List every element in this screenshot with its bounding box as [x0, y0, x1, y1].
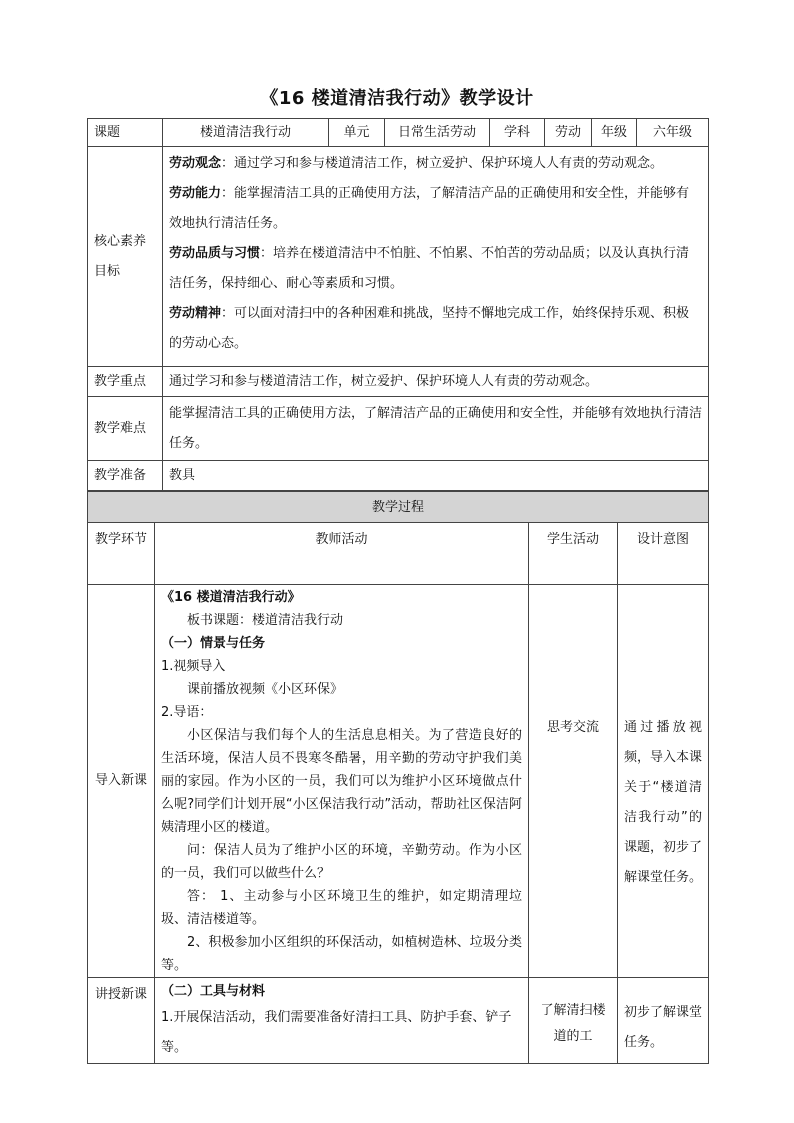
col-header-intent: 设计意图: [618, 523, 709, 585]
section-heading: （一）情景与任务: [161, 636, 266, 651]
col-header-teacher: 教师活动: [155, 523, 529, 585]
objective-item: 劳动精神：可以面对清扫中的各种困难和挑战，坚持不懈地完成工作，始终保持乐观、积极的劳动心态。: [169, 306, 690, 351]
core-literacy-label: 核心素养目标: [88, 147, 163, 367]
lesson-heading: 《16 楼道清洁我行动》: [161, 590, 301, 605]
objective-item: 劳动观念：通过学习和参与楼道清洁工作，树立爱护、保护环境人人有责的劳动观念。: [169, 156, 664, 171]
col-header-student: 学生活动: [529, 523, 618, 585]
teacher-activity-lecture: [155, 978, 529, 1064]
teaching-process-header: 教学过程: [88, 492, 709, 523]
step-detail: 课前播放视频《小区环保》: [187, 682, 344, 697]
lesson-info-table: [87, 118, 709, 491]
col-header-stage: 教学环节: [88, 523, 155, 585]
blackboard-title: 板书课题：楼道清洁我行动: [187, 613, 344, 628]
page-title: 《16 楼道清洁我行动》教学设计: [260, 88, 534, 109]
difficulty-value: 能掌握清洁工具的正确使用方法，了解清洁产品的正确使用和安全性，并能够有效地执行清洁任务。: [163, 397, 709, 461]
stage-intro: 导入新课: [88, 585, 155, 978]
unit-label: 单元: [329, 119, 385, 147]
core-literacy-objectives: [163, 147, 709, 367]
stage-lecture: 讲授新课: [88, 978, 155, 1064]
grade-value: 六年级: [637, 119, 709, 147]
key-point-value: 通过学习和参与楼道清洁工作，树立爱护、保护环境人人有责的劳动观念。: [163, 367, 709, 397]
answer-text: 2、积极参加小区组织的环保活动，如植树造林、垃圾分类等。: [161, 935, 522, 973]
subject-value: 劳动: [545, 119, 592, 147]
step-item: 2.导语：: [161, 705, 213, 720]
design-intent-lecture: 初步了解课堂任务。: [618, 978, 709, 1064]
teacher-activity-intro: [155, 585, 529, 978]
student-activity-lecture: 了解清扫楼道的工: [529, 978, 618, 1064]
preparation-label: 教学准备: [88, 461, 163, 491]
step-item: 1.开展保洁活动，我们需要准备好清扫工具、防护手套、铲子等。: [161, 1010, 512, 1055]
design-intent-intro: 通过播放视频，导入本课关于“楼道清洁我行动”的课题，初步了解课堂任务。: [618, 585, 709, 978]
key-point-label: 教学重点: [88, 367, 163, 397]
topic-label: 课题: [88, 119, 163, 147]
teaching-process-table: [87, 491, 709, 1064]
preparation-value: 教具: [163, 461, 709, 491]
objective-item: 劳动品质与习惯：培养在楼道清洁中不怕脏、不怕累、不怕苦的劳动品质；以及认真执行清洁任务，保持细心、耐心等素质和习惯。: [169, 246, 690, 291]
section-heading: （二）工具与材料: [161, 984, 266, 999]
unit-value: 日常生活劳动: [385, 119, 490, 147]
subject-label: 学科: [490, 119, 545, 147]
student-activity-intro: 思考交流: [529, 585, 618, 978]
topic-value: 楼道清洁我行动: [163, 119, 329, 147]
grade-label: 年级: [592, 119, 637, 147]
step-item: 1.视频导入: [161, 659, 226, 674]
intro-paragraph: 小区保洁与我们每个人的生活息息相关。为了营造良好的生活环境，保洁人员不畏寒冬酷暑，用辛勤的劳动守护我们美丽的家园。作为小区的一员，我们可以为维护小区环境做点什么呢?同学们计划开展“小区保洁我行动”活动，帮助社区保洁阿姨清理小区的楼道。: [161, 728, 522, 835]
question-text: 问：保洁人员为了维护小区的环境，辛勤劳动。作为小区的一员，我们可以做些什么？: [161, 843, 522, 881]
answer-text: 答： 1、主动参与小区环境卫生的维护，如定期清理垃圾、清洁楼道等。: [161, 889, 522, 927]
difficulty-label: 教学难点: [88, 397, 163, 461]
objective-item: 劳动能力：能掌握清洁工具的正确使用方法，了解清洁产品的正确使用和安全性，并能够有效地执行清洁任务。: [169, 186, 690, 231]
